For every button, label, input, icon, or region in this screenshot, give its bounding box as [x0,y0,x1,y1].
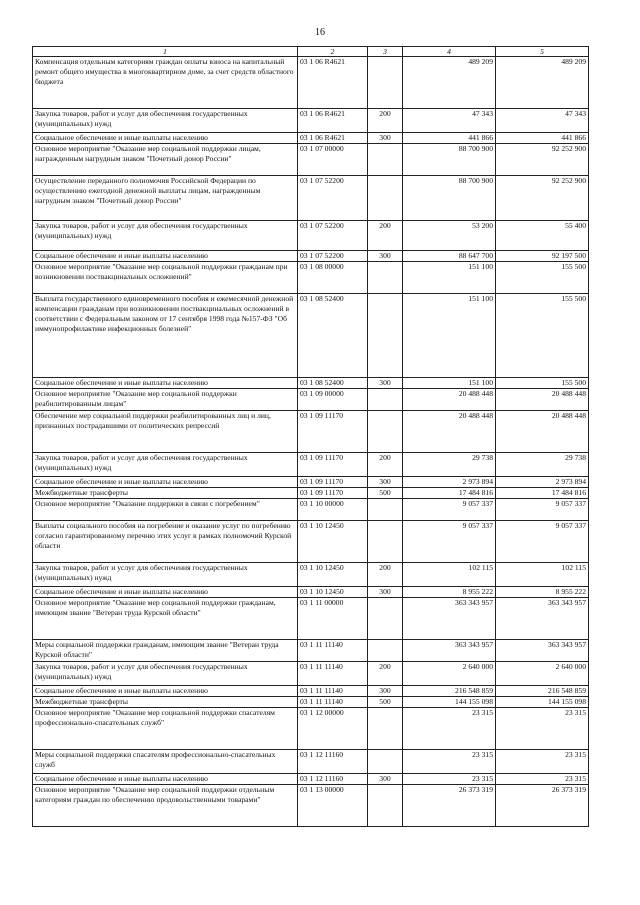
cell-value-4: 26 373 319 [403,785,496,827]
table-row [33,499,589,521]
cell-value-4: 151 100 [403,294,496,378]
table-row [33,389,589,411]
cell-name: Закупка товаров, работ и услуг для обеспечения государственных (муниципальных) нужд [33,662,298,686]
cell-code: 03 1 10 12450 [298,587,368,598]
column-header-3: 3 [368,47,403,57]
cell-vr: 300 [368,587,403,598]
table-row [33,785,589,827]
table-row [33,133,589,144]
cell-vr: 500 [368,697,403,708]
cell-code: 03 1 07 52200 [298,221,368,251]
cell-value-4: 9 057 337 [403,499,496,521]
cell-code: 03 1 11 11140 [298,697,368,708]
cell-value-4: 489 209 [403,57,496,109]
cell-name: Закупка товаров, работ и услуг для обеспечения государственных (муниципальных) нужд [33,221,298,251]
cell-value-4: 216 548 859 [403,686,496,697]
cell-code: 03 1 08 52400 [298,294,368,378]
table-row [33,662,589,686]
table-row [33,521,589,563]
cell-value-5: 26 373 319 [496,785,589,827]
column-header-1: 1 [33,47,298,57]
table-row [33,144,589,176]
cell-value-5: 92 252 900 [496,176,589,221]
cell-code: 03 1 07 00000 [298,144,368,176]
cell-code: 03 1 11 11140 [298,640,368,662]
cell-value-5: 2 640 000 [496,662,589,686]
table-row [33,488,589,499]
cell-code: 03 1 09 11170 [298,477,368,488]
table-row [33,750,589,774]
cell-vr [368,640,403,662]
cell-name: Закупка товаров, работ и услуг для обеспечения государственных (муниципальных) нужд [33,563,298,587]
cell-vr: 300 [368,251,403,262]
cell-value-5: 8 955 222 [496,587,589,598]
cell-name: Основное мероприятие "Оказание мер социальной поддержки гражданам, имеющим звание "Ветеран труда Курской области" [33,598,298,640]
cell-value-5: 155 500 [496,262,589,294]
cell-value-5: 23 315 [496,750,589,774]
cell-vr: 300 [368,133,403,144]
table-row [33,587,589,598]
cell-value-5: 363 343 957 [496,640,589,662]
cell-code: 03 1 08 52400 [298,378,368,389]
cell-code: 03 1 09 11170 [298,488,368,499]
cell-vr [368,785,403,827]
cell-name: Межбюджетные трансферты [33,488,298,499]
cell-code: 03 1 07 52200 [298,176,368,221]
cell-name: Меры социальной поддержки гражданам, имеющим звание "Ветеран труда Курской области" [33,640,298,662]
cell-value-5: 2 973 894 [496,477,589,488]
cell-value-5: 102 115 [496,563,589,587]
cell-code: 03 1 11 11140 [298,686,368,697]
cell-vr: 300 [368,477,403,488]
cell-value-4: 144 155 098 [403,697,496,708]
cell-value-5: 144 155 098 [496,697,589,708]
cell-value-5: 17 484 816 [496,488,589,499]
cell-code: 03 1 12 11160 [298,750,368,774]
column-header-2: 2 [298,47,368,57]
cell-value-5: 155 500 [496,378,589,389]
cell-name: Основное мероприятие "Оказание мер социальной поддержки отдельным категориям граждан по обеспечению продовольственными товарами" [33,785,298,827]
cell-value-4: 9 057 337 [403,521,496,563]
cell-vr [368,144,403,176]
cell-value-5: 9 057 337 [496,521,589,563]
cell-vr [368,521,403,563]
cell-value-5: 363 343 957 [496,598,589,640]
cell-vr [368,750,403,774]
table-row [33,686,589,697]
cell-name: Основное мероприятие "Оказание мер социальной поддержки реабилитированным лицам" [33,389,298,411]
cell-value-5: 23 315 [496,708,589,750]
cell-value-4: 23 315 [403,774,496,785]
table-row [33,708,589,750]
cell-value-4: 441 866 [403,133,496,144]
cell-value-4: 17 484 816 [403,488,496,499]
cell-code: 03 1 11 11140 [298,662,368,686]
cell-code: 03 1 06 R4621 [298,133,368,144]
cell-name: Основное мероприятие "Оказание мер социальной поддержки гражданам при возникновении поствакцинальных осложнений" [33,262,298,294]
cell-name: Социальное обеспечение и иные выплаты населению [33,133,298,144]
cell-value-4: 102 115 [403,563,496,587]
cell-code: 03 1 12 11160 [298,774,368,785]
cell-value-5: 155 500 [496,294,589,378]
cell-code: 03 1 12 00000 [298,708,368,750]
cell-vr: 300 [368,378,403,389]
cell-value-5: 20 488 448 [496,411,589,453]
cell-name: Социальное обеспечение и иные выплаты населению [33,587,298,598]
cell-code: 03 1 08 00000 [298,262,368,294]
cell-name: Закупка товаров, работ и услуг для обеспечения государственных (муниципальных) нужд [33,109,298,133]
cell-code: 03 1 06 R4621 [298,109,368,133]
cell-name: Обеспечение мер социальной поддержки реабилитированных лиц и лиц, признанных пострадавшими от политических репрессий [33,411,298,453]
column-header-4: 4 [403,47,496,57]
cell-value-5: 92 197 500 [496,251,589,262]
cell-vr [368,499,403,521]
table-row [33,251,589,262]
cell-value-4: 88 700 900 [403,144,496,176]
table-row [33,411,589,453]
cell-name: Выплата государственного единовременного пособия и ежемесячной денежной компенсации гражданам при возникновении поствакцинальных осложнений в соответствии с Федеральным законом от 17 сентября 1998 года №157-ФЗ "Об иммунопрофилактике инфекционных болезней" [33,294,298,378]
cell-name: Межбюджетные трансферты [33,697,298,708]
cell-value-5: 23 315 [496,774,589,785]
cell-vr: 200 [368,563,403,587]
cell-code: 03 1 09 11170 [298,411,368,453]
budget-table [32,46,589,827]
column-header-5: 5 [496,47,589,57]
cell-code: 03 1 06 R4621 [298,57,368,109]
table-row [33,477,589,488]
cell-vr: 200 [368,453,403,477]
cell-name: Социальное обеспечение и иные выплаты населению [33,774,298,785]
table-row [33,262,589,294]
cell-value-4: 8 955 222 [403,587,496,598]
cell-vr: 500 [368,488,403,499]
cell-name: Осуществление переданного полномочия Российской Федерации по осуществлению ежегодной денежной выплаты лицам, награжденным нагрудным знаком "Почетный донор России" [33,176,298,221]
cell-value-5: 216 548 859 [496,686,589,697]
cell-name: Социальное обеспечение и иные выплаты населению [33,378,298,389]
table-row [33,221,589,251]
cell-vr: 300 [368,686,403,697]
table-row [33,57,589,109]
cell-code: 03 1 13 00000 [298,785,368,827]
cell-value-4: 23 315 [403,708,496,750]
cell-value-4: 20 488 448 [403,411,496,453]
cell-code: 03 1 07 52200 [298,251,368,262]
cell-value-5: 9 057 337 [496,499,589,521]
cell-value-4: 2 973 894 [403,477,496,488]
cell-value-4: 20 488 448 [403,389,496,411]
cell-value-4: 29 738 [403,453,496,477]
table-header-row [33,47,589,57]
cell-value-5: 92 252 900 [496,144,589,176]
cell-name: Компенсация отдельным категориям граждан оплаты взноса на капитальный ремонт общего имущества в многоквартирном доме, за счет средств областного бюджета [33,57,298,109]
cell-vr: 200 [368,221,403,251]
table-row [33,294,589,378]
cell-name: Выплаты социального пособия на погребение и оказание услуг по погребению согласно гарантированному перечню этих услуг в рамках полномочий Курской области [33,521,298,563]
cell-value-4: 88 647 700 [403,251,496,262]
cell-vr [368,389,403,411]
cell-value-5: 47 343 [496,109,589,133]
cell-name: Закупка товаров, работ и услуг для обеспечения государственных (муниципальных) нужд [33,453,298,477]
cell-value-4: 363 343 957 [403,640,496,662]
cell-code: 03 1 11 00000 [298,598,368,640]
cell-name: Социальное обеспечение и иные выплаты населению [33,477,298,488]
cell-value-4: 47 343 [403,109,496,133]
cell-vr [368,708,403,750]
cell-value-5: 55 400 [496,221,589,251]
table-row [33,563,589,587]
page-number: 16 [315,27,325,38]
cell-code: 03 1 10 12450 [298,563,368,587]
table-row [33,640,589,662]
cell-vr [368,262,403,294]
cell-name: Социальное обеспечение и иные выплаты населению [33,686,298,697]
cell-value-5: 29 738 [496,453,589,477]
table-row [33,378,589,389]
cell-vr: 200 [368,662,403,686]
cell-value-5: 489 209 [496,57,589,109]
cell-vr [368,411,403,453]
cell-value-5: 441 866 [496,133,589,144]
cell-vr: 300 [368,774,403,785]
cell-code: 03 1 09 11170 [298,453,368,477]
cell-value-4: 151 100 [403,378,496,389]
cell-vr: 200 [368,109,403,133]
cell-name: Основное мероприятие "Оказание мер социальной поддержки лицам, награжденным нагрудным знаком "Почетный донор России" [33,144,298,176]
cell-value-4: 88 700 900 [403,176,496,221]
cell-value-4: 2 640 000 [403,662,496,686]
cell-name: Социальное обеспечение и иные выплаты населению [33,251,298,262]
cell-value-4: 363 343 957 [403,598,496,640]
cell-name: Основное мероприятие "Оказание мер социальной поддержки спасателям профессионально-спасательных служб" [33,708,298,750]
table-row [33,109,589,133]
table-row [33,774,589,785]
cell-code: 03 1 10 12450 [298,521,368,563]
cell-code: 03 1 10 00000 [298,499,368,521]
cell-value-4: 151 100 [403,262,496,294]
cell-value-4: 23 315 [403,750,496,774]
cell-code: 03 1 09 00000 [298,389,368,411]
cell-vr [368,598,403,640]
cell-vr [368,57,403,109]
cell-vr [368,294,403,378]
table-row [33,697,589,708]
table-row [33,453,589,477]
cell-vr [368,176,403,221]
cell-value-4: 53 200 [403,221,496,251]
table-row [33,598,589,640]
cell-name: Меры социальной поддержки спасателям профессионально-спасательных служб [33,750,298,774]
table-row [33,176,589,221]
cell-name: Основное мероприятие "Оказание поддержки в связи с погребением" [33,499,298,521]
cell-value-5: 20 488 448 [496,389,589,411]
